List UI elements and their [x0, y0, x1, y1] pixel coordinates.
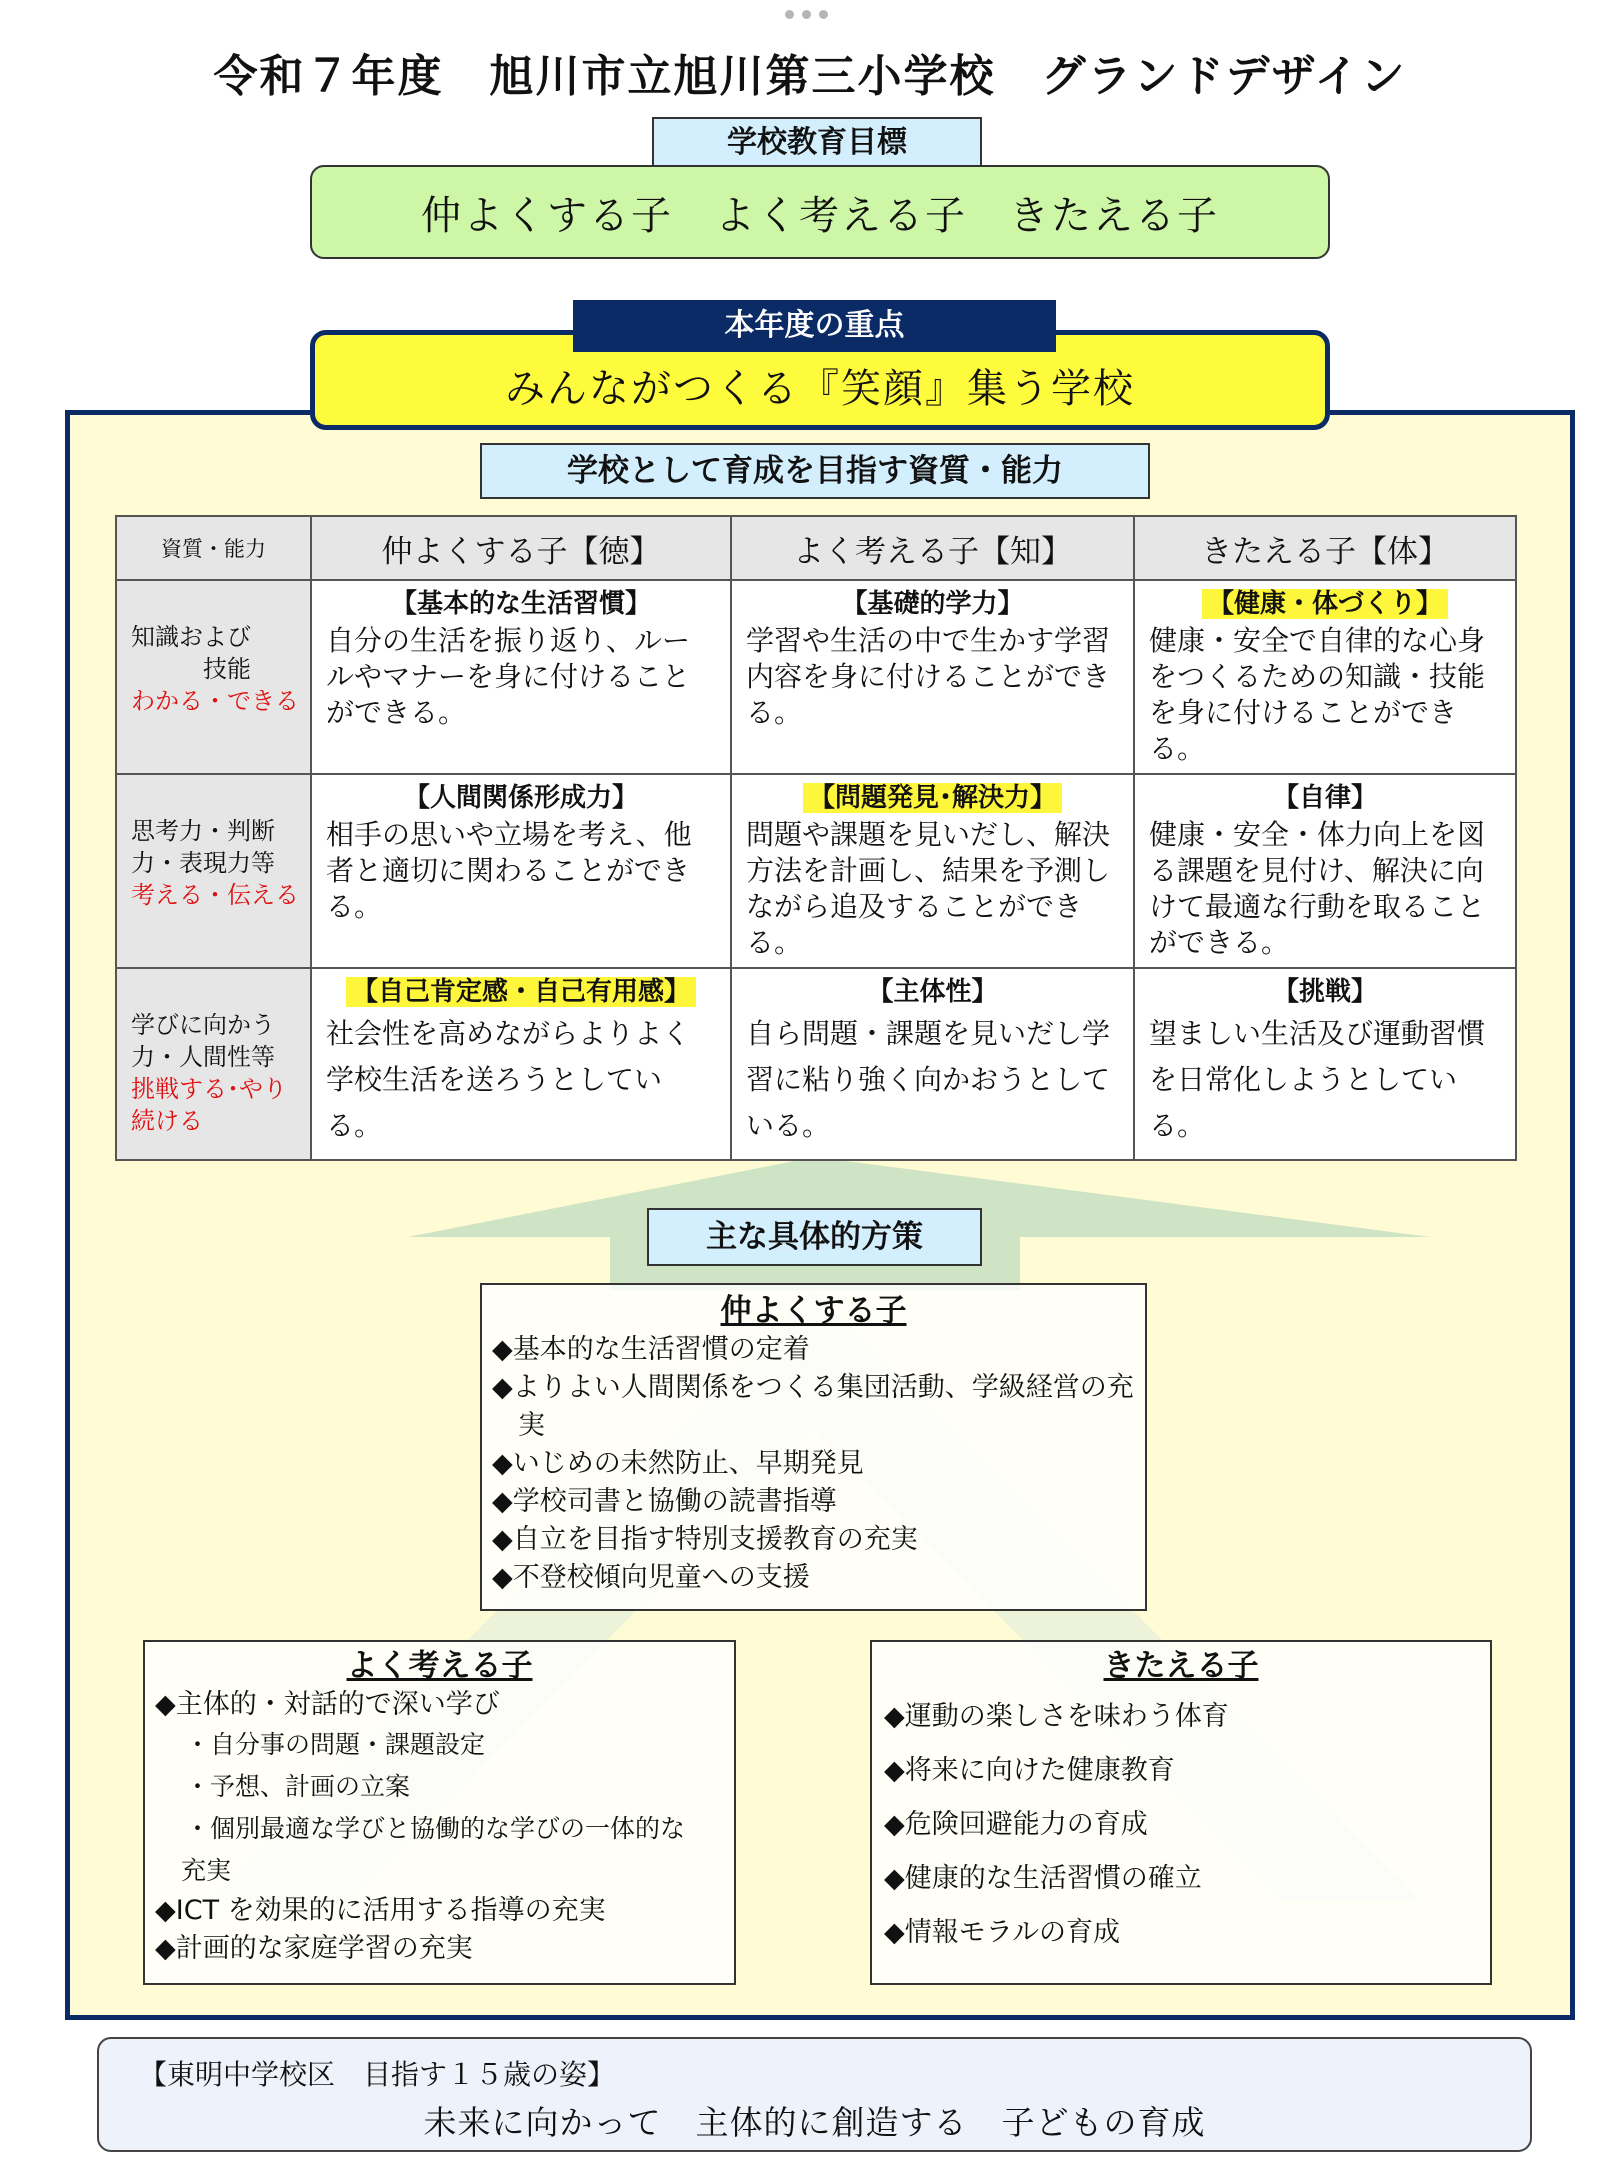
row-header [116, 774, 311, 968]
list-item: ◆いじめの未然防止、早期発見 [492, 1448, 864, 1479]
table-cell [311, 580, 731, 774]
cell-heading-highlight: 【自己肯定感・自己有用感】 [346, 977, 696, 1007]
column-header: 仲よくする子【徳】 [311, 516, 731, 580]
table-header-row [116, 516, 1516, 580]
table-cell [731, 774, 1134, 968]
list-item: ◆基本的な生活習慣の定着 [492, 1334, 810, 1365]
goal-box: 仲よくする子 よく考える子 きたえる子 [310, 165, 1330, 259]
row-header-line: 知識および [131, 623, 251, 651]
goal-label: 学校教育目標 [652, 117, 982, 169]
row-header-line: 力・表現力等 [131, 849, 275, 877]
list-item: ◆学校司書と協働の読書指導 [492, 1486, 837, 1517]
yoku-title: よく考える子 [346, 1648, 533, 1684]
cell-heading: 【基礎的学力】 [841, 589, 1024, 619]
table-cell [311, 774, 731, 968]
cell-text: 健康・安全で自律的な心身をつくるための知識・技能を身に付けることができる。 [1149, 624, 1486, 765]
yoku-measures-box [143, 1640, 736, 1985]
list-item: ◆ICT を効果的に活用する指導の充実 [155, 1895, 606, 1926]
kitaeru-measures-box [870, 1640, 1492, 1985]
kitaeru-title: きたえる子 [1103, 1648, 1259, 1684]
cell-text: 社会性を高めながらよりよく学校生活を送ろうとしている。 [326, 1017, 691, 1142]
cell-heading: 【挑戦】 [1272, 977, 1377, 1007]
cell-heading: 【基本的な生活習慣】 [390, 589, 651, 619]
table-row [116, 968, 1516, 1160]
cell-heading: 【主体性】 [867, 977, 998, 1007]
list-item: ◆自立を目指す特別支援教育の充実 [492, 1524, 918, 1555]
page-title: 令和７年度 旭川市立旭川第三小学校 グランドデザイン [213, 51, 1407, 102]
row-header [116, 968, 311, 1160]
row-header-red: 挑戦する･やり続ける [131, 1075, 287, 1135]
row-header-line: 思考力・判断 [131, 817, 275, 845]
table-cell [1134, 968, 1516, 1160]
sub-item: ・自分事の問題・課題設定 [185, 1730, 486, 1759]
column-header: きたえる子【体】 [1134, 516, 1516, 580]
measures-label: 主な具体的方策 [647, 1208, 982, 1266]
competencies-label: 学校として育成を目指す資質・能力 [480, 443, 1150, 499]
list-item: ◆計画的な家庭学習の充実 [155, 1933, 473, 1964]
list-item: ◆不登校傾向児童への支援 [492, 1562, 810, 1593]
row-header-line: 学びに向かう [131, 1011, 275, 1039]
junior-high-goal-text: 未来に向かって 主体的に創造する 子どもの育成 [423, 2103, 1206, 2142]
table-cell [311, 968, 731, 1160]
table-row [116, 774, 1516, 968]
row-header-line: 技能 [131, 655, 251, 683]
list-item: ◆運動の楽しさを味わう体育 [884, 1701, 1229, 1732]
sub-item: ・個別最適な学びと協働的な学びの一体的な [185, 1814, 686, 1843]
row-header-red: わかる・できる [131, 687, 299, 715]
cell-text: 問題や課題を見いだし、解決方法を計画し、結果を予測しながら追及することができる。 [746, 818, 1111, 959]
table-cell [731, 580, 1134, 774]
sub-item-cont: 充実 [181, 1856, 232, 1885]
cell-text: 自ら問題・課題を見いだし学習に粘り強く向かおうとしている。 [746, 1017, 1111, 1142]
table-row [116, 580, 1516, 774]
focus-box: みんながつくる『笑顔』集う学校 [310, 330, 1330, 430]
cell-heading: 【自律】 [1272, 783, 1377, 813]
list-item: ◆主体的・対話的で深い学び [155, 1689, 500, 1720]
sub-item: ・予想、計画の立案 [185, 1772, 411, 1801]
row-header-line: 力・人間性等 [131, 1043, 275, 1071]
junior-high-goal-label: 【東明中学校区 目指す１５歳の姿】 [139, 2058, 616, 2091]
table-cell [731, 968, 1134, 1160]
cell-heading-highlight: 【問題発見･解決力】 [803, 783, 1062, 813]
competencies-table [115, 515, 1517, 1161]
list-item: ◆健康的な生活習慣の確立 [884, 1863, 1202, 1894]
table-cell [1134, 774, 1516, 968]
column-header: よく考える子【知】 [731, 516, 1134, 580]
list-item: ◆情報モラルの育成 [884, 1917, 1120, 1948]
list-item: ◆よりよい人間関係をつくる集団活動、学級経営の充実 [492, 1372, 1134, 1441]
cell-heading: 【人間関係形成力】 [403, 783, 638, 813]
cell-text: 自分の生活を振り返り、ルールやマナーを身に付けることができる。 [326, 624, 691, 729]
focus-label: 本年度の重点 [573, 300, 1056, 352]
row-header-red: 考える・伝える [131, 881, 299, 909]
cell-heading-highlight: 【健康・体づくり】 [1202, 589, 1448, 619]
cell-text: 健康・安全・体力向上を図る課題を見付け、解決に向けて最適な行動を取ることができる。 [1149, 818, 1486, 959]
cell-text: 相手の思いや立場を考え、他者と適切に関わることができる。 [326, 818, 692, 923]
list-item: ◆危険回避能力の育成 [884, 1809, 1148, 1840]
table-cell [1134, 580, 1516, 774]
cell-text: 学習や生活の中で生かす学習内容を身に付けることができる。 [746, 624, 1111, 729]
nakayoku-title: 仲よくする子 [720, 1293, 907, 1329]
nakayoku-measures-box [480, 1283, 1147, 1611]
table-corner: 資質・能力 [116, 516, 311, 580]
list-item: ◆将来に向けた健康教育 [884, 1755, 1175, 1786]
row-header [116, 580, 311, 774]
cell-text: 望ましい生活及び運動習慣を日常化しようとしている。 [1149, 1017, 1486, 1142]
